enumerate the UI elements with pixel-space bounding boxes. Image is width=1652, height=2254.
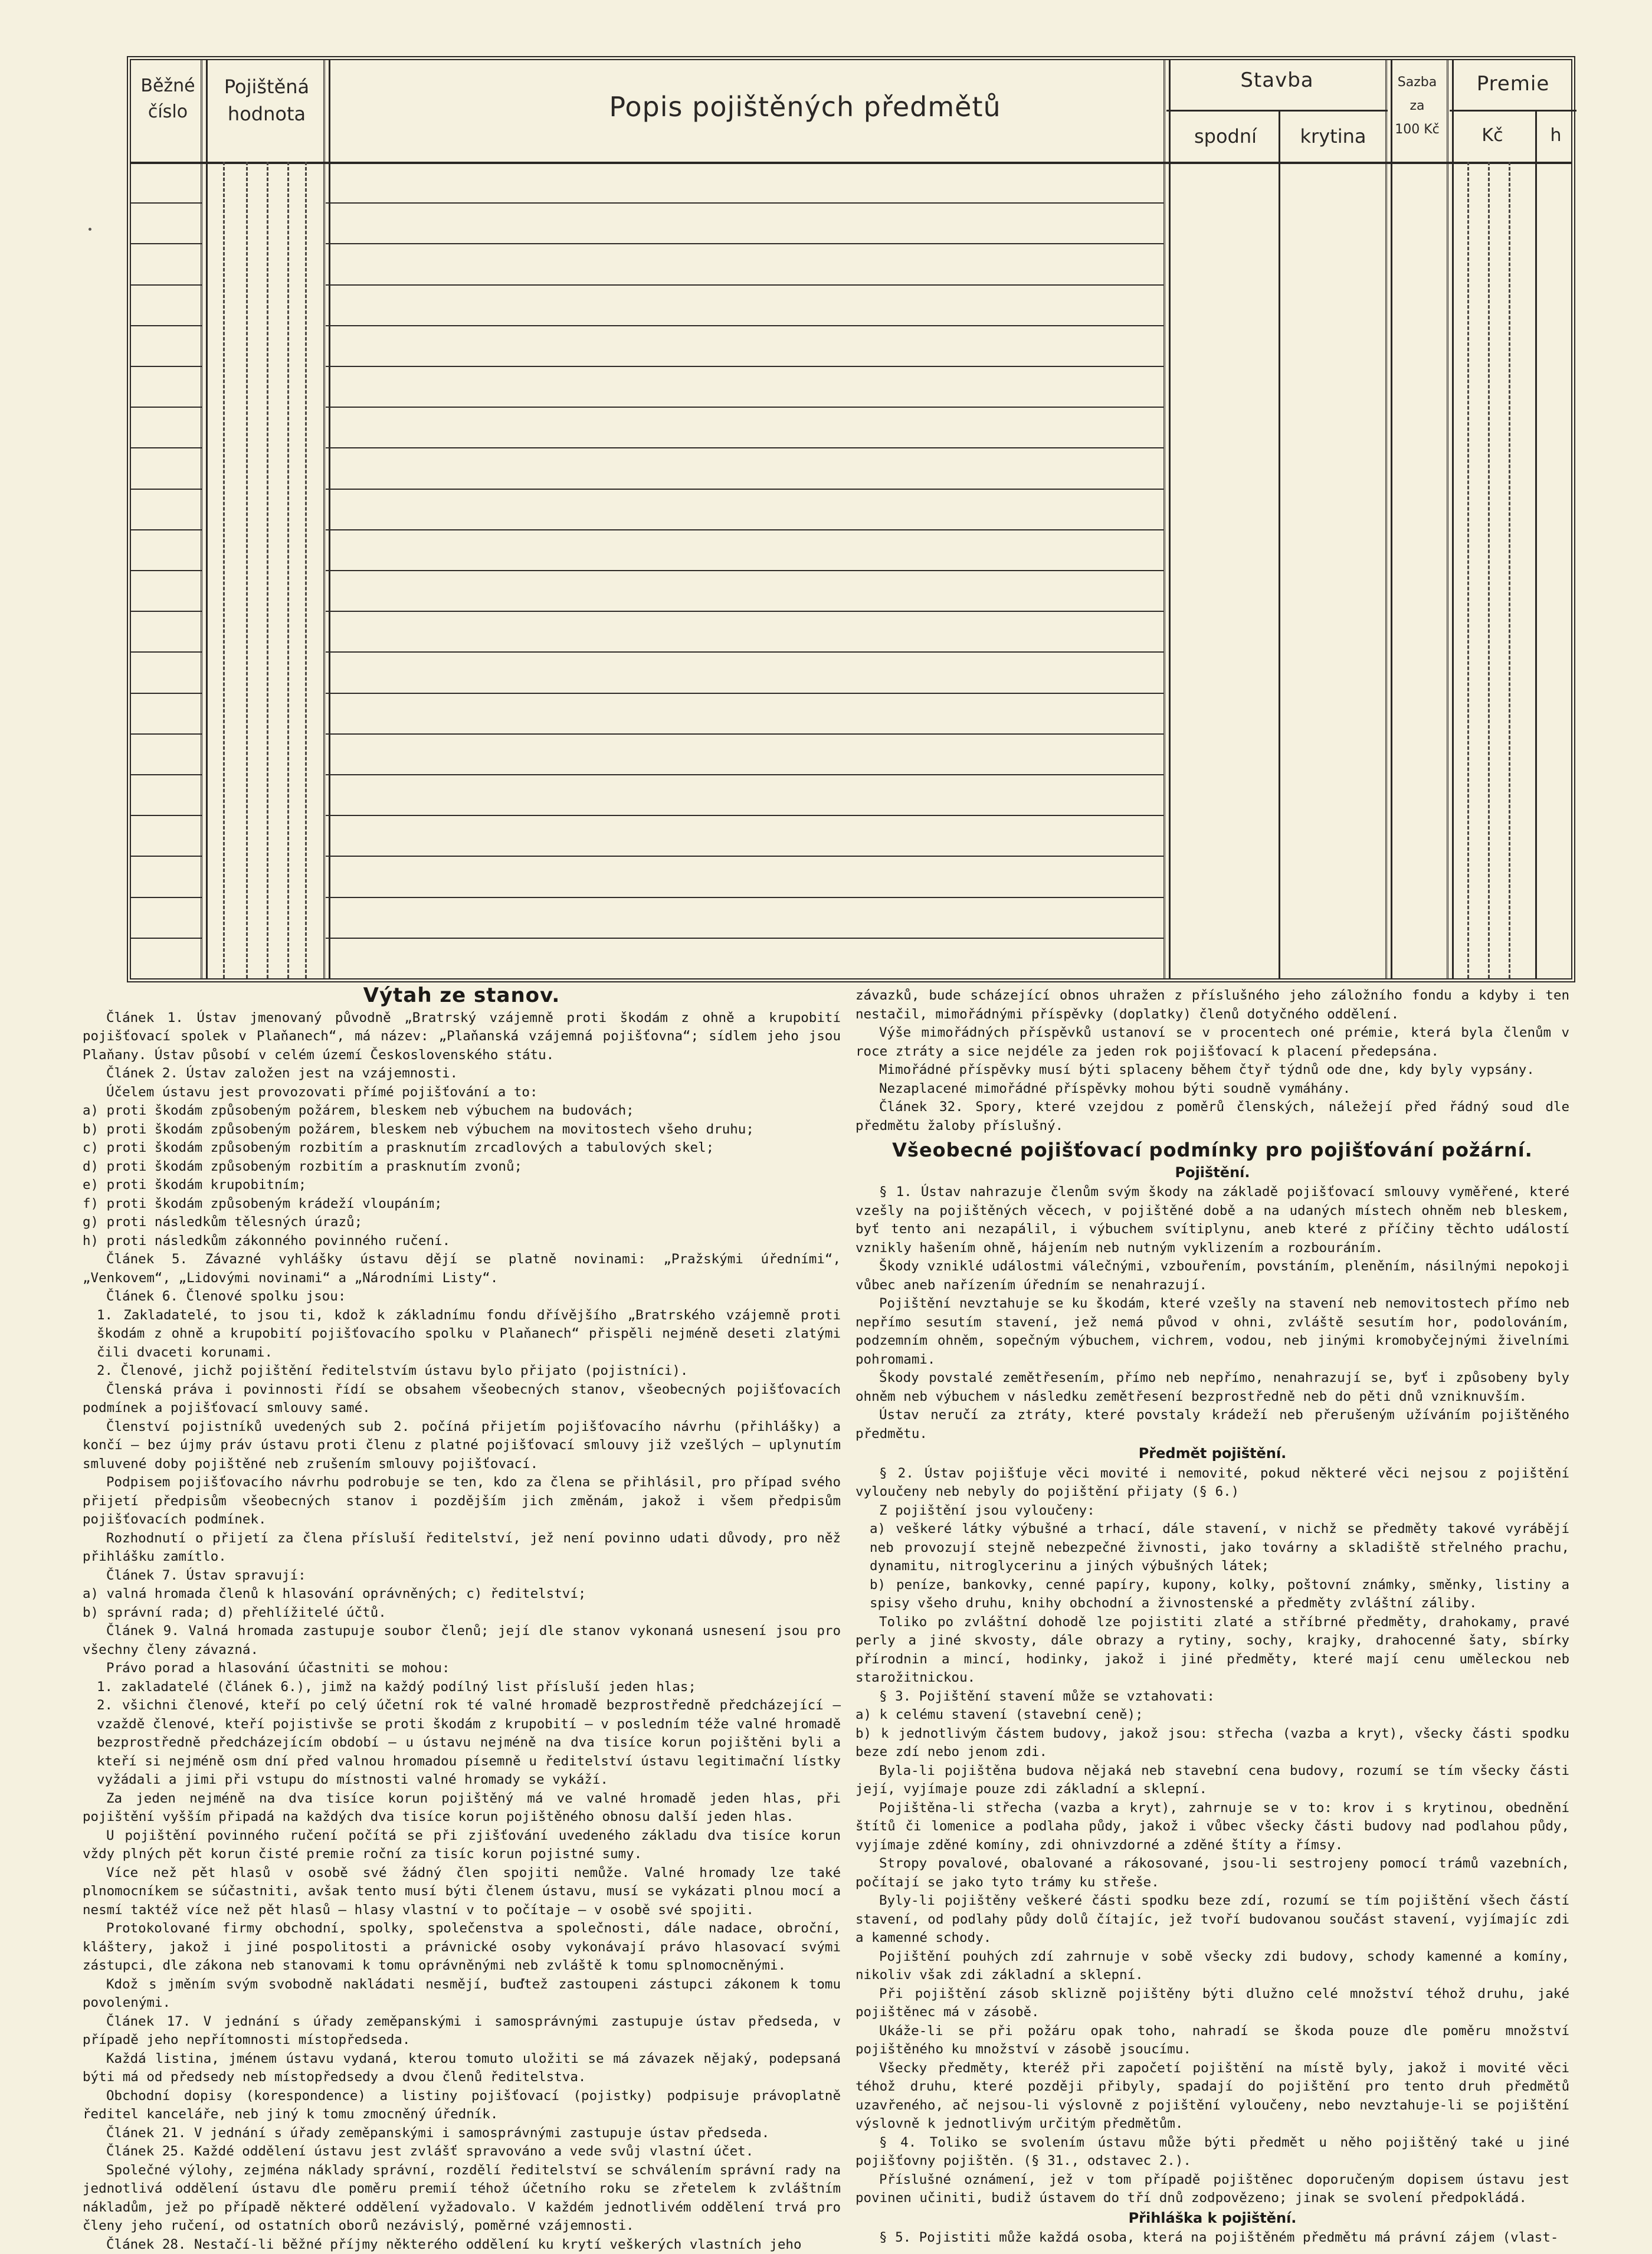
col-rule-3	[1163, 60, 1171, 978]
row-rule	[326, 693, 1163, 694]
text-paragraph: Každá listina, jménem ústavu vydaná, kterou tomuto uložiti se má závazek nějaký, podepsaná býti má od předsedy neb místopředsedy a dvou členů ředitelstva.	[83, 2050, 841, 2087]
col-rule-7	[1535, 162, 1537, 978]
header-popis: Popis pojištěných předmětů	[326, 91, 1284, 123]
row-rule	[326, 611, 1163, 612]
col-rule-4	[1279, 162, 1280, 978]
text-paragraph: Článek 2. Ústav založen jest na vzájemnosti.	[83, 1064, 841, 1083]
header-premie: Premie	[1450, 72, 1576, 96]
header-sazba: Sazba za 100 Kč	[1388, 71, 1447, 142]
text-paragraph: Účelem ústavu jest provozovati přímé pojišťování a to:	[83, 1083, 841, 1102]
text-paragraph: Všecky předměty, kteréž při započetí pojištění na místě byly, jakož i movité věci téhož druhu, které později přibyly, spadají do pojištění pro tento druh předmětů uzavřeného, ač nejsou-li výslovně z pojištění vyloučeny, nebo nevztahuje-li se pojištění výslovně k jednotlivým určitým předmětům.	[856, 2059, 1569, 2134]
stavba-divider	[1279, 110, 1280, 162]
section-pojisteni	[856, 1183, 1569, 1443]
text-paragraph: Mimořádné příspěvky musí býti splaceny během čtyř týdnů ode dne, kdy byly vypsány.	[856, 1061, 1569, 1080]
text-paragraph: b) k jednotlivým částem budovy, jakož jsou: střecha (vazba a kryt), všecky části spodku beze zdí nebo jenom zdi.	[856, 1725, 1569, 1762]
row-rule	[326, 570, 1163, 571]
dash-8	[1509, 162, 1510, 978]
text-paragraph: Článek 7. Ústav spravují:	[83, 1567, 841, 1585]
text-paragraph: Článek 6. Členové spolku jsou:	[83, 1287, 841, 1306]
text-paragraph: Více než pět hlasů v osobě své žádný člen spojiti nemůže. Valné hromady lze také plnomocníkem se súčastniti, avšak tento musí býti členem ústavu, musí se vykázati plnou mocí a nesmí taktéž více než pět hlasů — hlasy vlastní v to počítaje — v osobě své spojiti.	[83, 1864, 841, 1920]
text-paragraph: Článek 21. V jednání s úřady zeměpanskými i samosprávnými zastupuje ústav předseda.	[83, 2124, 841, 2143]
row-rule	[326, 202, 1163, 204]
section-predmet-title: Předmět pojištění.	[856, 1444, 1569, 1463]
section-predmet	[856, 1465, 1569, 2208]
text-paragraph: b) správní rada; d) přehlížitelé účtů.	[83, 1604, 841, 1623]
row-rule	[326, 489, 1163, 490]
text-paragraph: a) proti škodám způsobeným požárem, bleskem neb výbuchem na budovách;	[83, 1102, 841, 1121]
text-paragraph: Protokolované firmy obchodní, spolky, společenstva a společnosti, dále nadace, obroční, kláštery, jakož i jiné pospolitosti a právnické osoby vykonávají právo hlasovací svými zástupci, dle zákona neb stanovami k tomu oprávněnými neb zvláště k tomu splnomocněnými.	[83, 1919, 841, 1975]
text-paragraph: Stropy povalové, obalované a rákosované, jsou-li sestrojeny pomocí trámů vazebních, počítají se jako tyto trámy ku střeše.	[856, 1855, 1569, 1892]
text-paragraph: Právo porad a hlasování účastniti se mohou:	[83, 1659, 841, 1678]
text-paragraph: Článek 1. Ústav jmenovaný původně „Bratrský vzájemně proti škodám z ohně a krupobití pojišťovací spolek v Plaňanech“, má název: „Plaňanská vzájemná pojišťovna“; sídlem jeho jsou Plaňany. Ústav působí v celém území Československého státu.	[83, 1009, 841, 1065]
text-paragraph: § 4. Toliko se svolením ústavu může býti předmět u něho pojištěný také u jiné pojišťovny pojištěn. (§ 31., odstavec 2.).	[856, 2134, 1569, 2171]
text-paragraph: Článek 17. V jednání s úřady zeměpanskými i samosprávnými zastupuje ústav předseda, v případě jeho nepřítomnosti místopředseda.	[83, 2013, 841, 2050]
header-premie-h: h	[1535, 125, 1576, 146]
row-rule	[326, 651, 1163, 653]
row-rule	[326, 815, 1163, 816]
row-rule	[326, 897, 1163, 898]
text-paragraph: Členská práva i povinnosti řídí se obsahem všeobecných stanov, všeobecných pojišťovacích podmínek a pojišťovací smlouvy samé.	[83, 1381, 841, 1418]
dash-7	[1488, 162, 1490, 978]
dash-6	[1467, 162, 1469, 978]
text-paragraph: Při pojištění zásob sklizně pojištěny býti dlužno celé množství téhož druhu, jaké pojištěnec má v zásobě.	[856, 1985, 1569, 2022]
statute-paragraphs	[83, 1009, 841, 2254]
row-rule	[131, 938, 202, 939]
text-paragraph: g) proti následkům tělesných úrazů;	[83, 1213, 841, 1232]
row-rule	[131, 366, 202, 367]
text-paragraph: § 1. Ústav nahrazuje členům svým škody na základě pojišťovací smlouvy vyměřené, které vzešly na pojištěných věcech, v pojištěné době a na udaných místech ohněm neb bleskem, byť tento ani nezapálil, i výbuchem svítiplynu, aneb které z příčiny těchto událostí vznikly hašením ohně, hájením neb nutným vyklizením a rozbouráním.	[856, 1183, 1569, 1257]
dash-1	[223, 162, 225, 978]
row-rule	[131, 856, 202, 857]
text-paragraph: a) veškeré látky výbušné a trhací, dále stavení, v nichž se předměty takové vyrábějí neb provozují stejně nebezpečné živnosti, jako továrny a skladiště střelného prachu, dynamitu, nitroglycerinu a jiných výbušných látek;	[856, 1520, 1569, 1576]
dash-4	[287, 162, 289, 978]
text-paragraph: a) valná hromada členů k hlasování oprávněných; c) ředitelství;	[83, 1585, 841, 1604]
text-paragraph: Škody vzniklé událostmi válečnými, vzbouřením, povstáním, pleněním, násilnými nepokoji vůbec aneb nařízením úředním se nenahrazují.	[856, 1257, 1569, 1295]
text-paragraph: Pojištěna-li střecha (vazba a kryt), zahrnuje se v to: krov i s krytinou, obednění štítů či lomenice a podlaha půdy, jakož i vůbec všecky části budovy nad podlahou půdy, vyjímaje zděné komíny, zdi ohnivzdorné a zděné štíty a římsy.	[856, 1799, 1569, 1855]
row-rule	[131, 529, 202, 530]
row-rule	[131, 447, 202, 448]
row-rule	[131, 897, 202, 898]
row-rule	[326, 325, 1163, 326]
row-rule	[131, 651, 202, 653]
text-paragraph: 1. Zakladatelé, to jsou ti, kdož k základnímu fondu dřívějšího „Bratrského vzájemně proti škodám z ohně a krupobití pojišťovacího spolku v Plaňanech“ přispěli nejméně deseti zlatými čili dvaceti korunami.	[83, 1306, 841, 1362]
text-paragraph: Nezaplacené mimořádné příspěvky mohou býti soudně vymáhány.	[856, 1080, 1569, 1099]
text-paragraph: b) peníze, bankovky, cenné papíry, kupony, kolky, poštovní známky, směnky, listiny a spisy všeho druhu, knihy obchodní a živnostenské a předměty zvláštní záliby.	[856, 1576, 1569, 1613]
text-paragraph: b) proti škodám způsobeným požárem, bleskem neb výbuchem na movitostech všeho druhu;	[83, 1121, 841, 1139]
row-rule	[326, 938, 1163, 939]
dash-2	[246, 162, 248, 978]
row-rule	[326, 856, 1163, 857]
text-paragraph: a) k celému stavení (stavební ceně);	[856, 1706, 1569, 1725]
row-rule	[131, 815, 202, 816]
text-paragraph: U pojištění povinného ručení počítá se při zjišťování uvedeného základu dva tisíce korun vždy plných pět korun čisté premie roční za tisíc korun pojistné sumy.	[83, 1827, 841, 1864]
text-paragraph: Rozhodnutí o přijetí za člena přísluší ředitelství, jež není povinno udati důvody, pro něž přihlášku zamítlo.	[83, 1529, 841, 1567]
text-paragraph: Společné výlohy, zejména náklady správní, rozdělí ředitelství se schválením správní rady na jednotlivá oddělení ústavu dle poměru premií téhož účetního roku se zřetelem k zvláštním nákladům, jež po případě některé oddělení vyžadovalo. V každém jednotlivém oddělení trvá pro členy jeho ručení, od ostatních oborů nezávislý, poměrné vzájemnosti.	[83, 2161, 841, 2236]
section-prihlaska	[856, 2229, 1569, 2248]
text-paragraph: Za jeden nejméně na dva tisíce korun pojištěný má ve valné hromadě jeden hlas, při pojištění vyšším připadá na každých dva tisíce korun pojištěného obnosu další jeden hlas.	[83, 1790, 841, 1827]
text-paragraph: Článek 5. Závazné vyhlášky ústavu dějí se platně novinami: „Pražskými úředními“, „Venkovem“, „Lidovými novinami“ a „Národními Listy“.	[83, 1250, 841, 1287]
row-rule	[131, 202, 202, 204]
header-bezne-cislo: Běžné číslo	[131, 73, 205, 125]
row-rule	[131, 733, 202, 735]
text-paragraph: Škody povstalé zemětřesením, přímo neb nepřímo, nenahrazují se, byť i způsobeny byly ohněm neb výbuchem v následku zemětřesení bezprostředně neb do pěti dnů vzniknuvším.	[856, 1369, 1569, 1406]
text-paragraph: Byly-li pojištěny veškeré části spodku beze zdí, rozumí se tím pojištění všech částí stavení, od podlahy půdy dolů čítajíc, jež tvoří budovanou součást stavení, vyjímajíc zdi a kamenné schody.	[856, 1892, 1569, 1948]
row-rule	[326, 243, 1163, 244]
text-paragraph: c) proti škodám způsobeným rozbitím a prasknutím zrcadlových a tabulových skel;	[83, 1139, 841, 1158]
row-rule	[326, 366, 1163, 367]
header-premie-kc: Kč	[1450, 125, 1535, 146]
row-rule	[326, 774, 1163, 775]
conditions-title: Všeobecné pojišťovací podmínky pro pojišťování požární.	[856, 1141, 1569, 1160]
col-rule-6	[1447, 60, 1454, 978]
text-paragraph: Obchodní dopisy (korespondence) a listiny pojišťovací (pojistky) podpisuje právoplatně ředitel kanceláře, neb jiný k tomu zmocněný úředník.	[83, 2087, 841, 2124]
insurance-conditions-column	[856, 987, 1569, 2184]
row-rule	[131, 693, 202, 694]
row-rule	[131, 407, 202, 408]
text-paragraph: Článek 32. Spory, které vzejdou z poměrů členských, náležejí před řádný soud dle předmětu žaloby příslušný.	[856, 1098, 1569, 1135]
row-rule	[131, 774, 202, 775]
section-pojisteni-title: Pojištění.	[856, 1164, 1569, 1182]
text-paragraph: d) proti škodám způsobeným rozbitím a prasknutím zvonů;	[83, 1158, 841, 1177]
text-paragraph: Článek 28. Nestačí-li běžné příjmy některého oddělení ku krytí veškerých vlastních jeho	[83, 2236, 841, 2254]
row-rule	[131, 611, 202, 612]
col-rule-2	[323, 60, 330, 978]
text-paragraph: 1. zakladatelé (článek 6.), jimž na každý podílný list přísluší jeden hlas;	[83, 1678, 841, 1697]
header-stavba-spodni: spodní	[1166, 125, 1284, 148]
row-rule	[131, 489, 202, 490]
statute-extract-column	[83, 987, 841, 2184]
premie-divider	[1535, 110, 1537, 162]
text-paragraph: Pojištění nevztahuje se ku škodám, které vzešly na stavení neb nemovitostech přímo neb nepřímo sesutím stavení, jež nemá původ v ohni, zvláště sesutím hor, podolováním, podzemním ohněm, sopečným výbuchem, vichrem, vodou, neb jinými kromobyčejnými živelními pohromami.	[856, 1295, 1569, 1369]
text-paragraph: § 5. Pojistiti může každá osoba, která na pojištěném předmětu má právní zájem (vlast-	[856, 2229, 1569, 2248]
text-paragraph: Členství pojistníků uvedených sub 2. počíná přijetím pojišťovacího návrhu (přihlášky) a končí — bez újmy práv ústavu proti členu z platné pojišťovací smlouvy již vzešlých — uplynutím smluvené doby pojištěné neb zrušením smlouvy pojišťovací.	[83, 1418, 841, 1474]
row-rule	[326, 284, 1163, 286]
row-rule	[131, 325, 202, 326]
dash-3	[267, 162, 268, 978]
header-stavba-krytina: krytina	[1279, 125, 1388, 148]
insurance-ledger-table	[127, 56, 1575, 982]
text-paragraph: Článek 25. Každé oddělení ústavu jest zvlášť spravováno a vede svůj vlastní účet.	[83, 2142, 841, 2161]
text-paragraph: Pojištění pouhých zdí zahrnuje v sobě všecky zdi budovy, schody kamenné a komíny, nikoliv však zdi základní a sklepní.	[856, 1948, 1569, 1985]
row-rule	[131, 243, 202, 244]
text-paragraph: Příslušné oznámení, jež v tom případě pojištěnec doporučeným dopisem ústavu jest povinen učiniti, budiž ústavem do tří dnů zodpovězeno; jinak se svolení předpokládá.	[856, 2171, 1569, 2208]
section-prihlaska-title: Přihláška k pojištění.	[856, 2209, 1569, 2228]
row-rule	[131, 570, 202, 571]
text-paragraph: Kdož s jměním svým svobodně nakládati nesmějí, buďtež zastoupeni zástupci zákonem k tomu povolenými.	[83, 1975, 841, 2013]
header-stavba: Stavba	[1166, 68, 1388, 92]
text-paragraph: h) proti následkům zákonného povinného ručení.	[83, 1232, 841, 1251]
row-rule	[131, 284, 202, 286]
col-rule-5	[1385, 60, 1392, 978]
text-paragraph: f) proti škodám způsobeným krádeží vloupáním;	[83, 1195, 841, 1214]
text-paragraph: Článek 9. Valná hromada zastupuje soubor členů; její dle stanov vykonaná usnesení jsou pro všechny členy závazná.	[83, 1622, 841, 1659]
statute-continuation	[856, 987, 1569, 1135]
text-paragraph: § 2. Ústav pojišťuje věci movité i nemovité, pokud některé věci nejsou z pojištění vyloučeny neb nebyly do pojištění přijaty (§ 6.)	[856, 1465, 1569, 1502]
row-rule	[326, 447, 1163, 448]
text-paragraph: Z pojištění jsou vyloučeny:	[856, 1502, 1569, 1521]
text-paragraph: e) proti škodám krupobitním;	[83, 1176, 841, 1195]
text-paragraph: závazků, bude scházející obnos uhražen z příslušného jeho záložního fondu a kdyby i ten nestačil, mimořádnými příspěvky (doplatky) členů dotyčného oddělení.	[856, 987, 1569, 1024]
row-rule	[326, 529, 1163, 530]
text-paragraph: § 3. Pojištění stavení může se vztahovati:	[856, 1688, 1569, 1706]
text-paragraph: Ústav neručí za ztráty, které povstaly krádeží neb přerušeným užíváním pojištěného předmětu.	[856, 1406, 1569, 1443]
header-pojistena-hodnota: Pojištěná hodnota	[208, 73, 326, 127]
col-rule-1	[201, 60, 208, 978]
text-paragraph: Podpisem pojišťovacího návrhu podrobuje se ten, kdo za člena se přihlásil, pro případ svého přijetí předpisům všeobecných stanov i pozdějším jich změnám, jakož i všem předpisům pojišťovacích podmínek.	[83, 1473, 841, 1529]
text-paragraph: Toliko po zvláštní dohodě lze pojistiti zlaté a stříbrné předměty, drahokamy, pravé perly a jiné skvosty, dále obrazy a rytiny, sochy, krajky, drahocenné šaty, sbírky přírodnin a mincí, hodinky, jakož i jiné předměty, které mají cenu uměleckou neb starožitnickou.	[856, 1613, 1569, 1688]
row-rule	[326, 407, 1163, 408]
text-paragraph: 2. všichni členové, kteří po celý účetní rok té valné hromadě bezprostředně předcházející — vzaždě členové, kteří pojistivše se proti škodám z krupobití — v posledním téže valné hromadě bezprostředně předcházejícím období — u ústavu nejméně na dva tisíce korun pojištěni byli a kteří si nejméně osm dní před valnou hromadou písemně u ředitelství ústavu legitimační lístky vyžádali a jimi při vstupu do místnosti valné hromady se vykáží.	[83, 1696, 841, 1790]
text-paragraph: Ukáže-li se při požáru opak toho, nahradí se škoda pouze dle poměru množství pojištěného ku množství v zásobě jsoucímu.	[856, 2022, 1569, 2059]
ink-speck	[88, 228, 91, 231]
text-paragraph: Byla-li pojištěna budova nějaká neb stavební cena budovy, rozumí se tím všecky části její, vyjímaje pouze zdi základní a sklepní.	[856, 1762, 1569, 1799]
stavba-subheader-rule	[1166, 110, 1388, 112]
text-paragraph: 2. Členové, jichž pojištění ředitelstvím ústavu bylo přijato (pojistníci).	[83, 1362, 841, 1381]
premie-subheader-rule	[1450, 110, 1576, 112]
statute-extract-title: Výtah ze stanov.	[83, 987, 841, 1005]
row-rule	[326, 733, 1163, 735]
dash-5	[305, 162, 307, 978]
text-paragraph: Výše mimořádných příspěvků ustanoví se v procentech oné prémie, která byla členům v roce ztráty a sice nejdéle za jeden rok pojišťovací k placení předepsána.	[856, 1024, 1569, 1061]
